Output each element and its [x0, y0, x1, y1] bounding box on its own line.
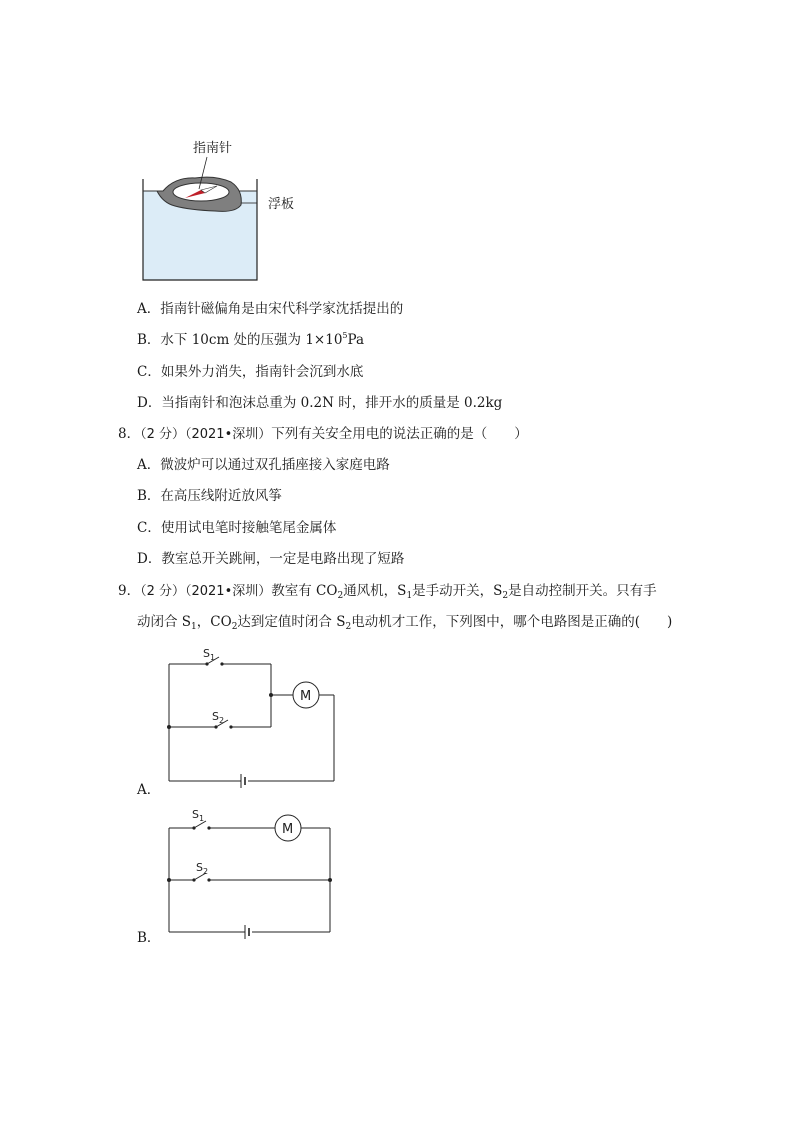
- label-float: 浮板: [268, 197, 295, 212]
- q9-option-b[interactable]: B．: [137, 930, 161, 946]
- compass-float-figure: [135, 135, 310, 285]
- q7-option-b[interactable]: B．水下 10cm 处的压强为 $1\times 10^5Pa$: [137, 331, 365, 348]
- q7-option-d[interactable]: D．当指南针和泡沫总重为 0.2N 时，排开水的质量是 0.2kg: [137, 395, 503, 411]
- q8-option-d[interactable]: D．教室总开关跳闸，一定是电路出现了短路: [137, 551, 405, 567]
- switch-s2-label: $S_2$: [196, 861, 209, 876]
- motor-label: M: [300, 689, 312, 704]
- switch-s1-label: $S_1$: [203, 647, 216, 662]
- q9-option-a[interactable]: A．: [137, 782, 161, 798]
- circuit-b[interactable]: [160, 800, 350, 940]
- switch-s2-label: $S_2$: [212, 710, 225, 725]
- label-compass: 指南针: [193, 141, 233, 156]
- switch-s1-label: $S_1$: [192, 808, 205, 823]
- q8-option-c[interactable]: C．使用试电笔时接触笔尾金属体: [137, 520, 337, 536]
- circuit-a[interactable]: [160, 640, 350, 790]
- q8-option-b[interactable]: B．在高压线附近放风筝: [137, 488, 282, 504]
- motor-label: M: [282, 822, 294, 837]
- q7-option-a[interactable]: A．指南针磁偏角是由宋代科学家沈括提出的: [137, 301, 404, 317]
- q8-option-a[interactable]: A．微波炉可以通过双孔插座接入家庭电路: [137, 457, 390, 473]
- q7-option-c[interactable]: C．如果外力消失，指南针会沉到水底: [137, 364, 364, 380]
- q9-stem-line2: 动闭合 $S_1$，$CO_2$达到定值时闭合 $S_2$电动机才工作，下列图中，哪个电路图是正确的( ): [137, 614, 673, 632]
- q9-stem-line1: 9．（2 分）（2021•深圳）教室有 $CO_2$通风机，$S_1$是手动开关，$S_2$是自动控制开关。只有手: [118, 583, 657, 601]
- q8-stem: 8．（2 分）（2021•深圳）下列有关安全用电的说法正确的是（ ）: [118, 426, 528, 442]
